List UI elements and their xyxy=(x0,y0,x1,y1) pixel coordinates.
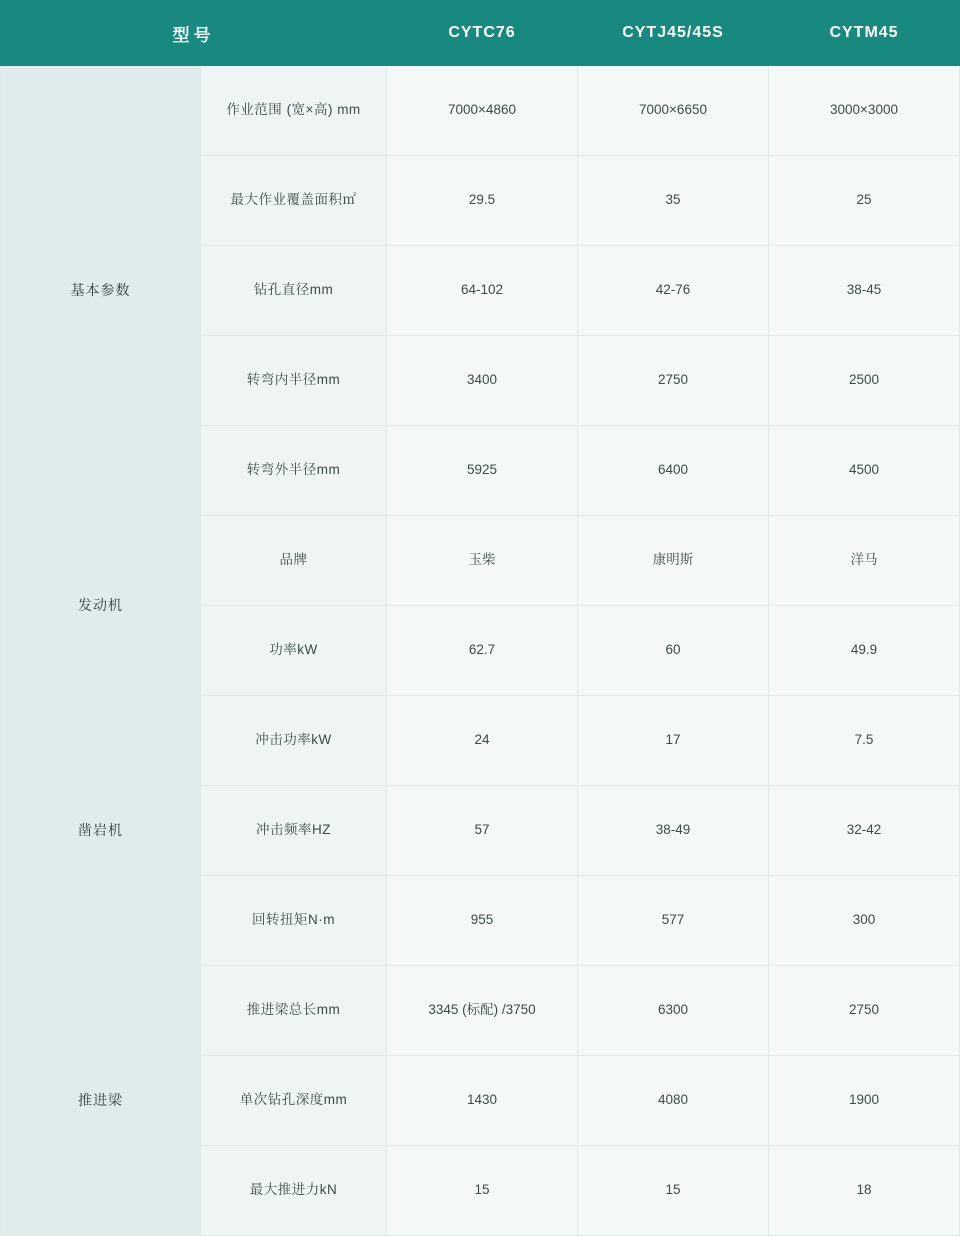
header-column-2: CYTJ45/45S xyxy=(578,1,769,66)
cell-value: 15 xyxy=(578,1146,769,1236)
cell-value: 38-49 xyxy=(578,786,769,876)
cell-value: 15 xyxy=(387,1146,578,1236)
header-column-1: CYTC76 xyxy=(387,1,578,66)
table-row xyxy=(1,516,960,606)
param-label: 转弯外半径mm xyxy=(201,426,387,516)
cell-value: 49.9 xyxy=(769,606,960,696)
param-label: 单次钻孔深度mm xyxy=(201,1056,387,1146)
cell-value: 3000×3000 xyxy=(769,66,960,156)
cell-value: 1900 xyxy=(769,1056,960,1146)
param-label: 转弯内半径mm xyxy=(201,336,387,426)
group-label-feed-beam: 推进梁 xyxy=(1,966,201,1236)
cell-value: 7000×4860 xyxy=(387,66,578,156)
param-label: 回转扭矩N·m xyxy=(201,876,387,966)
param-label: 冲击频率HZ xyxy=(201,786,387,876)
cell-value: 2750 xyxy=(578,336,769,426)
cell-value: 17 xyxy=(578,696,769,786)
cell-value: 42-76 xyxy=(578,246,769,336)
table-body xyxy=(1,66,960,1236)
cell-value: 35 xyxy=(578,156,769,246)
cell-value: 玉柴 xyxy=(387,516,578,606)
cell-value: 1430 xyxy=(387,1056,578,1146)
cell-value: 康明斯 xyxy=(578,516,769,606)
table-header-row xyxy=(1,1,960,66)
cell-value: 3400 xyxy=(387,336,578,426)
param-label: 钻孔直径mm xyxy=(201,246,387,336)
param-label: 推进梁总长mm xyxy=(201,966,387,1056)
table-row xyxy=(1,66,960,156)
cell-value: 955 xyxy=(387,876,578,966)
cell-value: 7000×6650 xyxy=(578,66,769,156)
param-label: 品牌 xyxy=(201,516,387,606)
cell-value: 25 xyxy=(769,156,960,246)
table-row xyxy=(1,696,960,786)
cell-value: 2500 xyxy=(769,336,960,426)
cell-value: 577 xyxy=(578,876,769,966)
header-model-label: 型号 xyxy=(1,1,387,66)
cell-value: 6300 xyxy=(578,966,769,1056)
cell-value: 60 xyxy=(578,606,769,696)
cell-value: 32-42 xyxy=(769,786,960,876)
table-header xyxy=(1,1,960,66)
param-label: 功率kW xyxy=(201,606,387,696)
cell-value: 6400 xyxy=(578,426,769,516)
cell-value: 300 xyxy=(769,876,960,966)
param-label: 最大推进力kN xyxy=(201,1146,387,1236)
group-label-engine: 发动机 xyxy=(1,516,201,696)
cell-value: 18 xyxy=(769,1146,960,1236)
cell-value: 62.7 xyxy=(387,606,578,696)
param-label: 作业范围 (宽×高) mm xyxy=(201,66,387,156)
group-label-basic: 基本参数 xyxy=(1,66,201,516)
cell-value: 5925 xyxy=(387,426,578,516)
param-label: 最大作业覆盖面积㎡ xyxy=(201,156,387,246)
param-label: 冲击功率kW xyxy=(201,696,387,786)
cell-value: 2750 xyxy=(769,966,960,1056)
group-label-rock-drill: 凿岩机 xyxy=(1,696,201,966)
cell-value: 洋马 xyxy=(769,516,960,606)
cell-value: 24 xyxy=(387,696,578,786)
cell-value: 38-45 xyxy=(769,246,960,336)
cell-value: 64-102 xyxy=(387,246,578,336)
header-column-3: CYTM45 xyxy=(769,1,960,66)
cell-value: 7.5 xyxy=(769,696,960,786)
cell-value: 3345 (标配) /3750 xyxy=(387,966,578,1056)
cell-value: 29.5 xyxy=(387,156,578,246)
cell-value: 4500 xyxy=(769,426,960,516)
table-row xyxy=(1,966,960,1056)
cell-value: 4080 xyxy=(578,1056,769,1146)
cell-value: 57 xyxy=(387,786,578,876)
